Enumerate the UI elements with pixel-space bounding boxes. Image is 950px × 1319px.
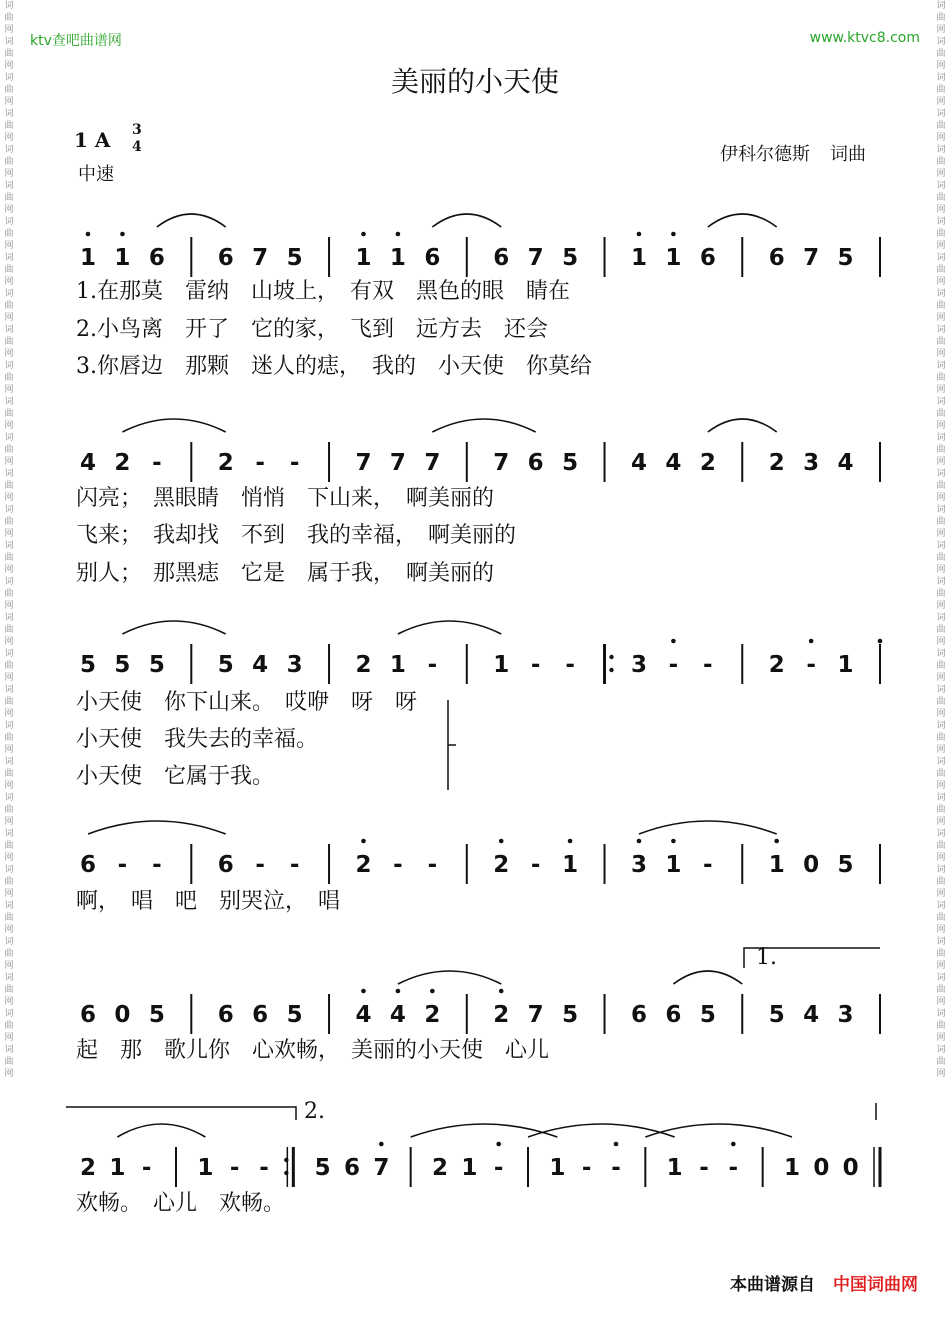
source-credit (730, 1270, 918, 1295)
note: 6 (79, 852, 97, 878)
note: 1 (493, 652, 510, 678)
source-label: 本曲谱源自 (730, 1275, 815, 1295)
slur-arc (639, 821, 777, 834)
octave-dot (878, 639, 883, 644)
note: - (393, 852, 403, 878)
note: 5 (148, 652, 165, 678)
time-signature-top: 3 (132, 122, 142, 138)
note: 2 (424, 1002, 441, 1028)
octave-dot (361, 232, 366, 237)
note: 7 (527, 245, 544, 271)
slur-arc (708, 214, 777, 227)
octave-dot (731, 1142, 736, 1147)
lyric-line: 飞来； 我却找 不到 我的幸福， 啊美丽的 (76, 523, 517, 548)
note: - (565, 652, 575, 678)
slur-arc (708, 419, 777, 432)
note: 2 (493, 1002, 510, 1028)
note: 5 (114, 652, 131, 678)
lyric-line: 小天使 你下山来。 哎咿 呀 呀 (76, 690, 418, 715)
note: 6 (217, 245, 234, 271)
octave-dot (361, 839, 366, 844)
octave-dot (496, 1142, 501, 1147)
note: - (427, 852, 438, 878)
lyric-line: 1.在那莫 雷纳 山坡上， 有双 黑色的眼 睛在 (76, 279, 570, 304)
octave-dot (637, 839, 642, 844)
note: 7 (373, 1155, 390, 1181)
note: 2 (431, 1155, 449, 1181)
note: - (255, 450, 265, 476)
slur-arc (673, 971, 742, 984)
note: 5 (286, 1002, 303, 1028)
octave-dot (86, 232, 91, 237)
note: 6 (768, 245, 785, 271)
octave-dot (396, 232, 401, 237)
note: 1 (768, 852, 785, 878)
note: - (427, 652, 438, 678)
note: - (289, 852, 300, 878)
note: 4 (252, 652, 269, 678)
side-watermark-right: 词曲网词曲网词曲网词曲网词曲网词曲网词曲网词曲网词曲网词曲网词曲网词曲网词曲网词曲网词曲网词曲网词曲网词曲网词曲网词曲网词曲网词曲网词曲网词曲网词曲网词曲网词曲网词曲网词曲网词曲网 (936, 1, 946, 1079)
note: 2 (114, 450, 131, 476)
note: 1 (666, 1155, 683, 1181)
slur-arc (398, 621, 501, 634)
note: 1 (355, 245, 372, 271)
note: - (728, 1155, 739, 1181)
lyric-line: 起 那 歌儿你 心欢畅， 美丽的小天使 心儿 (76, 1038, 550, 1063)
octave-dot (671, 232, 676, 237)
note: 4 (665, 450, 682, 476)
note: - (703, 652, 713, 678)
note: - (530, 652, 541, 678)
note: - (581, 1155, 592, 1181)
repeat-dot (609, 655, 613, 659)
octave-dot (396, 989, 401, 994)
note: 2 (699, 450, 716, 476)
slur-arc (117, 1124, 205, 1137)
note: 1 (109, 1155, 126, 1181)
note: - (699, 1155, 709, 1181)
note: - (117, 852, 128, 878)
note: 1 (79, 245, 97, 271)
note: 5 (217, 652, 234, 678)
note: 6 (493, 245, 510, 271)
repeat-dot (609, 668, 613, 672)
lyric-line: 闪亮； 黑眼睛 悄悄 下山来， 啊美丽的 (76, 486, 495, 511)
note: 5 (837, 852, 854, 878)
octave-dot (499, 839, 504, 844)
note: 6 (148, 245, 165, 271)
note: 7 (355, 450, 372, 476)
octave-dot (568, 839, 573, 844)
octave-dot (809, 639, 814, 644)
note: 4 (79, 450, 97, 476)
note: 7 (424, 450, 441, 476)
source-brand: 中国词曲网 (833, 1275, 918, 1295)
octave-dot (361, 989, 366, 994)
author-name: 伊科尔德斯 (720, 144, 810, 165)
song-title: 美丽的小天使 (390, 65, 559, 98)
key-signature: 1 A (74, 128, 111, 152)
note: 6 (252, 1002, 269, 1028)
note: 3 (286, 652, 303, 678)
note: - (259, 1155, 269, 1181)
note: 6 (217, 1002, 234, 1028)
site-url-right: www.ktvc8.com (809, 30, 920, 46)
note: 5 (768, 1002, 785, 1028)
octave-dot (671, 639, 676, 644)
note: 1 (114, 245, 131, 271)
note: 5 (562, 450, 579, 476)
slur-arc (398, 971, 501, 984)
note: - (703, 852, 713, 878)
note: - (493, 1155, 504, 1181)
note: 5 (286, 245, 303, 271)
note: 1 (837, 652, 854, 678)
lyric-line: 小天使 我失去的幸福。 (76, 727, 319, 752)
lyric-line: 别人； 那黑痣 它是 属于我， 啊美丽的 (76, 561, 495, 586)
note: 0 (842, 1155, 859, 1181)
note: - (530, 852, 541, 878)
note: 4 (803, 1002, 820, 1028)
note: 5 (148, 1002, 165, 1028)
note: 7 (527, 1002, 544, 1028)
note: 6 (343, 1155, 361, 1181)
volta-label-1: 1. (756, 945, 777, 970)
note: 1 (783, 1155, 801, 1181)
slur-arc (157, 214, 226, 227)
author-role: 词曲 (830, 144, 866, 165)
lyric-line: 3.你唇边 那颗 迷人的痣， 我的 小天使 你莫给 (76, 354, 592, 379)
note: 6 (630, 1002, 647, 1028)
lyric-line: 啊， 唱 吧 别哭泣， 唱 (76, 889, 341, 914)
note: 1 (549, 1155, 566, 1181)
note: 5 (562, 1002, 579, 1028)
octave-dot (430, 989, 435, 994)
note: 0 (813, 1155, 830, 1181)
note: 1 (665, 245, 682, 271)
note: - (229, 1155, 240, 1181)
octave-dot (499, 989, 504, 994)
note: 2 (768, 450, 785, 476)
site-logo-left: ktv查吧曲谱网 (30, 33, 122, 49)
note: 7 (252, 245, 269, 271)
note: 4 (630, 450, 647, 476)
time-signature-bottom: 4 (132, 139, 142, 155)
note: 7 (389, 450, 406, 476)
slur-arc (88, 821, 226, 834)
note: 3 (837, 1002, 854, 1028)
note: 5 (837, 245, 854, 271)
octave-dot (671, 839, 676, 844)
note: 1 (665, 852, 682, 878)
slur-arc (432, 419, 535, 432)
note: 4 (837, 450, 854, 476)
octave-dot (379, 1142, 384, 1147)
note: 6 (527, 450, 544, 476)
slur-arc (122, 621, 225, 634)
note: 0 (803, 852, 820, 878)
note: - (141, 1155, 152, 1181)
note: - (152, 852, 162, 878)
note: 2 (217, 450, 234, 476)
note: 5 (79, 652, 97, 678)
note: 1 (461, 1155, 478, 1181)
note: - (611, 1155, 621, 1181)
slur-arc (122, 419, 225, 432)
note: 6 (424, 245, 441, 271)
note: 4 (389, 1002, 406, 1028)
note: 1 (562, 852, 579, 878)
note: - (289, 450, 300, 476)
octave-dot (120, 232, 125, 237)
verse-brace (448, 700, 456, 790)
note: 2 (355, 652, 372, 678)
note: 3 (630, 652, 647, 678)
note: 0 (114, 1002, 131, 1028)
octave-dot (774, 839, 779, 844)
note: 5 (699, 1002, 716, 1028)
note: - (255, 852, 265, 878)
volta-bracket-2 (66, 1107, 296, 1120)
octave-dot (614, 1142, 619, 1147)
lyric-line: 2.小鸟离 开了 它的家， 飞到 远方去 还会 (76, 317, 548, 342)
note: 2 (355, 852, 372, 878)
note: - (668, 652, 679, 678)
note: 1 (197, 1155, 214, 1181)
note: 6 (79, 1002, 97, 1028)
note: - (152, 450, 162, 476)
tempo-marking: 中速 (78, 164, 114, 185)
lyric-line: 小天使 它属于我。 (76, 764, 275, 789)
note: 4 (355, 1002, 372, 1028)
note: 2 (768, 652, 785, 678)
note: - (806, 652, 816, 678)
slur-arc (432, 214, 501, 227)
lyric-line: 欢畅。 心儿 欢畅。 (76, 1191, 286, 1216)
volta-label-2: 2. (304, 1099, 325, 1124)
note: 1 (630, 245, 647, 271)
octave-dot (637, 232, 642, 237)
note: 1 (389, 652, 406, 678)
note: 6 (699, 245, 716, 271)
note: 6 (665, 1002, 682, 1028)
note: 2 (493, 852, 510, 878)
note: 6 (217, 852, 234, 878)
note: 7 (493, 450, 510, 476)
note: 5 (562, 245, 579, 271)
note: 3 (803, 450, 820, 476)
note: 5 (314, 1155, 331, 1181)
note: 2 (79, 1155, 97, 1181)
note: 3 (630, 852, 647, 878)
note: 1 (389, 245, 406, 271)
note: 7 (803, 245, 820, 271)
side-watermark-left: 词曲网词曲网词曲网词曲网词曲网词曲网词曲网词曲网词曲网词曲网词曲网词曲网词曲网词曲网词曲网词曲网词曲网词曲网词曲网词曲网词曲网词曲网词曲网词曲网词曲网词曲网词曲网词曲网词曲网词曲网 (4, 1, 14, 1079)
